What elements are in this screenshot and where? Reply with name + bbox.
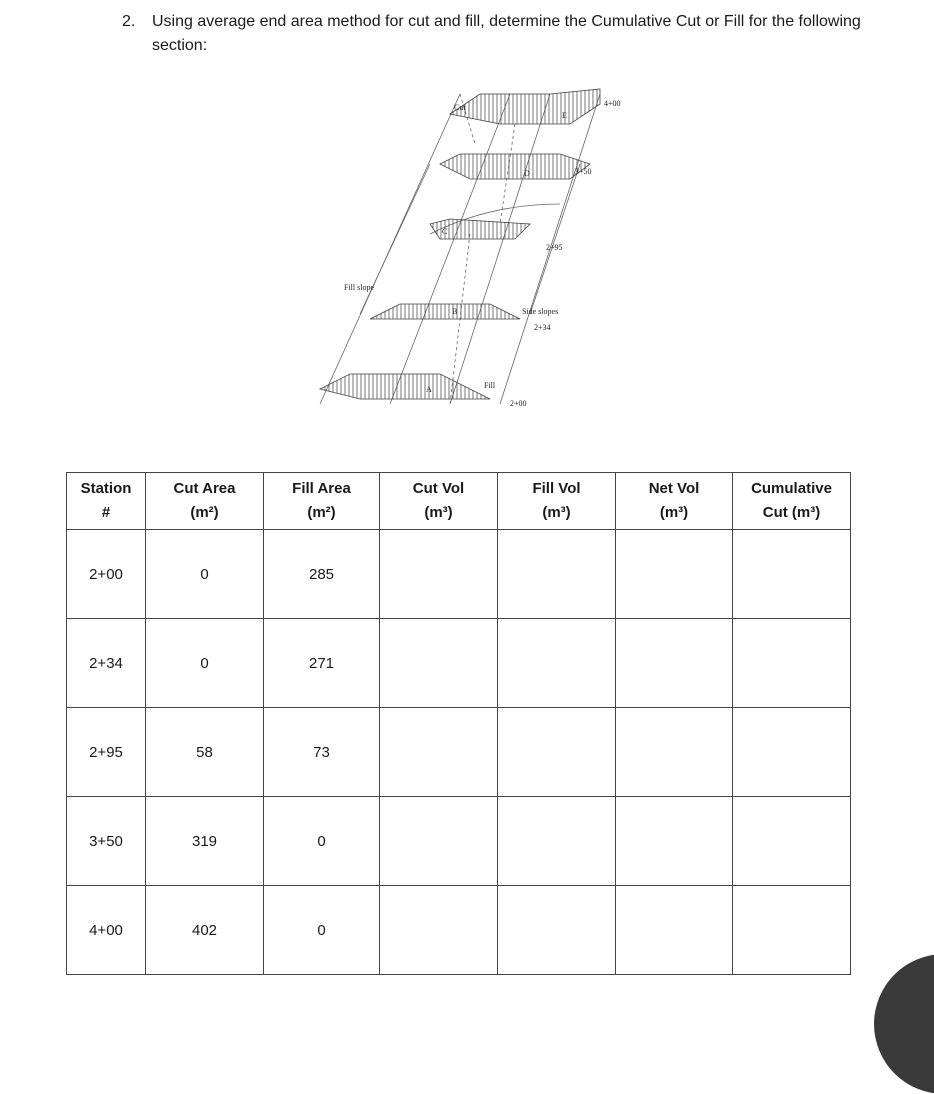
label-cut: Cut (454, 103, 466, 112)
answer-cell[interactable] (380, 886, 498, 975)
question-text: Using average end area method for cut and fill, determine the Cumulative Cut or Fill for the following section: (152, 13, 861, 54)
station-cell: 2+95 (67, 708, 146, 797)
answer-cell[interactable] (733, 708, 851, 797)
answer-cell[interactable] (498, 619, 616, 708)
answer-cell[interactable] (616, 530, 733, 619)
label-station-350: 3+50 (575, 167, 592, 176)
answer-cell[interactable] (733, 797, 851, 886)
section-e (450, 89, 600, 124)
label-station-200: 2+00 (510, 399, 527, 408)
label-station-400: 4+00 (604, 99, 621, 108)
corner-overlay-shape (874, 954, 934, 1094)
station-cell: 4+00 (67, 886, 146, 975)
label-letter-d: D (524, 169, 530, 178)
answer-cell[interactable] (616, 619, 733, 708)
header-net-vol: Net Vol (m³) (616, 473, 733, 530)
answer-cell[interactable] (380, 708, 498, 797)
label-station-295: 2+95 (546, 243, 563, 252)
answer-cell[interactable] (498, 886, 616, 975)
fill-area-cell: 271 (264, 619, 380, 708)
cut-area-cell: 58 (146, 708, 264, 797)
table-row (67, 530, 851, 619)
header-cumulative-cut: Cumulative Cut (m³) (733, 473, 851, 530)
answer-cell[interactable] (733, 886, 851, 975)
table-row (67, 619, 851, 708)
cut-area-cell: 0 (146, 530, 264, 619)
question-block (122, 10, 902, 58)
question-number: 2. (122, 13, 136, 30)
table-row (67, 708, 851, 797)
fill-area-cell: 0 (264, 886, 380, 975)
cut-area-cell: 0 (146, 619, 264, 708)
section-a (320, 374, 490, 399)
section-b (370, 304, 520, 319)
label-letter-b: B (452, 307, 458, 316)
table-header-row (67, 473, 851, 530)
label-letter-c: C (442, 227, 448, 236)
header-cut-vol: Cut Vol (m³) (380, 473, 498, 530)
header-fill-vol: Fill Vol (m³) (498, 473, 616, 530)
answer-cell[interactable] (380, 619, 498, 708)
answer-cell[interactable] (380, 530, 498, 619)
header-fill-area: Fill Area (m²) (264, 473, 380, 530)
table-row (67, 886, 851, 975)
fill-area-cell: 0 (264, 797, 380, 886)
label-side-slopes: Side slopes (522, 307, 559, 316)
station-cell: 3+50 (67, 797, 146, 886)
answer-cell[interactable] (733, 619, 851, 708)
answer-cell[interactable] (733, 530, 851, 619)
cross-sections-diagram (300, 84, 640, 424)
header-station: Station # (67, 473, 146, 530)
label-letter-e: E (562, 111, 567, 120)
table-row (67, 797, 851, 886)
label-letter-a: A (426, 385, 432, 394)
label-fill-slope: Fill slope (344, 283, 375, 292)
answer-cell[interactable] (616, 886, 733, 975)
earthwork-table (66, 472, 851, 975)
answer-cell[interactable] (498, 708, 616, 797)
cut-area-cell: 319 (146, 797, 264, 886)
header-cut-area: Cut Area (m²) (146, 473, 264, 530)
answer-cell[interactable] (380, 797, 498, 886)
station-cell: 2+34 (67, 619, 146, 708)
cut-fill-sketch (300, 84, 640, 424)
cut-area-cell: 402 (146, 886, 264, 975)
answer-cell[interactable] (498, 530, 616, 619)
answer-cell[interactable] (616, 708, 733, 797)
label-fill: Fill (484, 381, 496, 390)
station-cell: 2+00 (67, 530, 146, 619)
label-station-234: 2+34 (534, 323, 551, 332)
section-d (440, 154, 590, 179)
answer-cell[interactable] (616, 797, 733, 886)
fill-area-cell: 73 (264, 708, 380, 797)
answer-cell[interactable] (498, 797, 616, 886)
fill-area-cell: 285 (264, 530, 380, 619)
